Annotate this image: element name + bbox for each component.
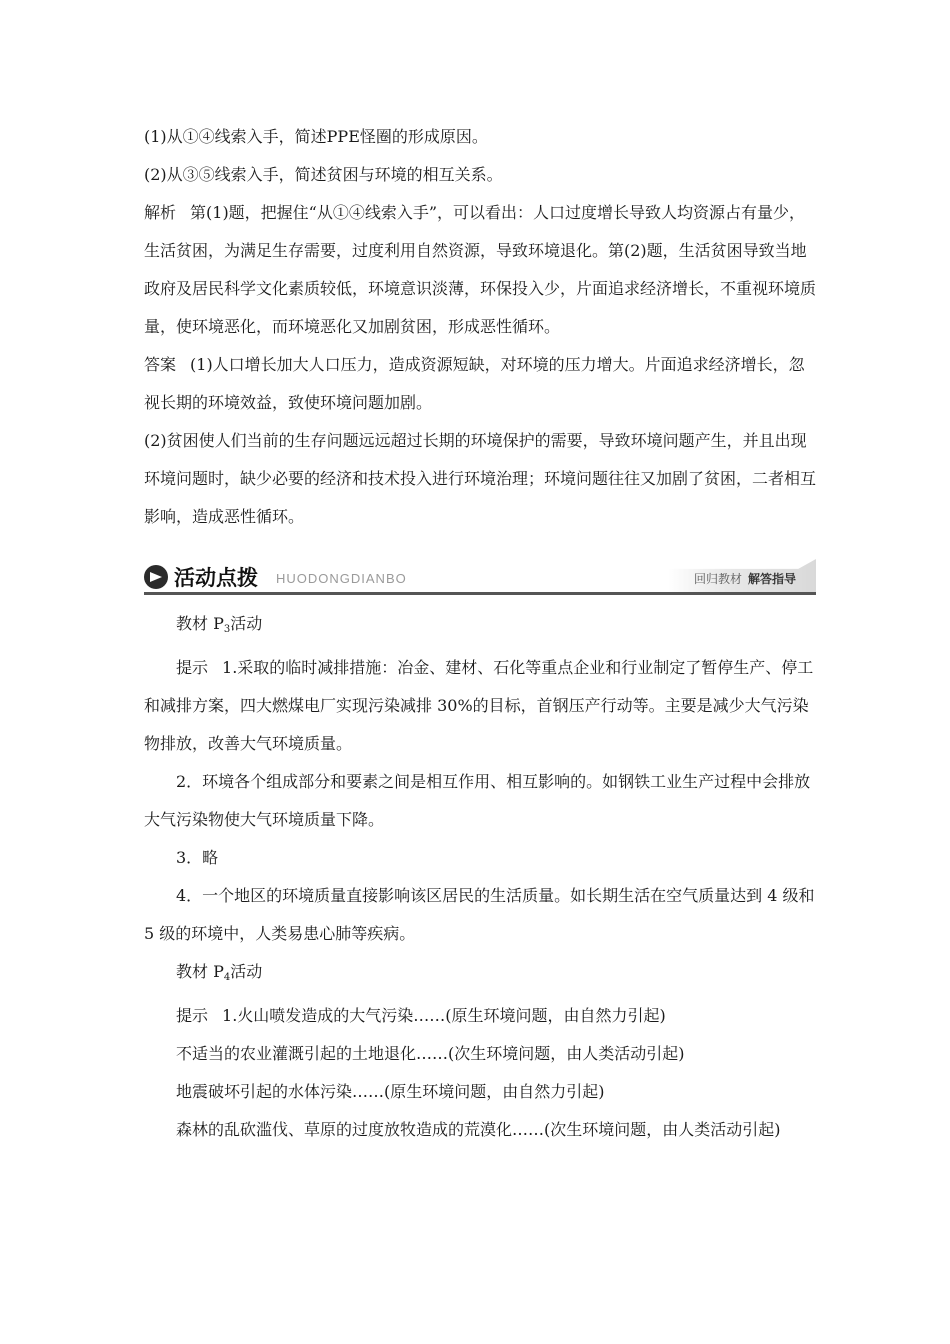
analysis-label: 解析 [144, 203, 177, 222]
banner-right-a: 回归教材 [693, 572, 742, 586]
banner-title: 活动点拨 [174, 566, 258, 590]
banner-right-b: 解答指导 [747, 572, 796, 586]
p3-item-1 [144, 649, 816, 763]
answer-paragraph-1 [144, 346, 816, 422]
document-page [144, 118, 816, 1149]
p4-line-1-text: 1.火山喷发造成的大气污染……(原生环境问题，由自然力引起) [222, 1006, 666, 1025]
p3-item-1-text: 1.采取的临时减排措施：冶金、建材、石化等重点企业和行业制定了暂停生产、停工和减排方案，四大燃煤电厂实现污染减排 30%的目标，首钢压产行动等。主要是减少大气污染物排放，改善大气环境质量。 [144, 658, 814, 753]
p4-line-2: 不适当的农业灌溉引起的土地退化……(次生环境问题，由人类活动引起) [176, 1044, 685, 1063]
p3-section [144, 605, 816, 953]
p4-line-4: 森林的乱砍滥伐、草原的过度放牧造成的荒漠化……(次生环境问题，由人类活动引起) [176, 1120, 781, 1139]
analysis-text: 第(1)题，把握住“从①④线索入手”，可以看出：人口过度增长导致人均资源占有量少，生活贫困，为满足生存需要，过度利用自然资源，导致环境退化。第(2)题，生活贫困导致当地政府及居民科学文化素质较低，环境意识淡薄，环保投入少，片面追求经济增长，不重视环境质量，使环境恶化，而环境恶化又加剧贫困，形成恶性循环。 [144, 203, 817, 336]
p4-heading [144, 953, 816, 997]
p3-heading [144, 605, 816, 649]
section-banner [144, 559, 816, 597]
p4-heading-sub: 4 [223, 972, 231, 983]
p3-heading-suffix: 活动 [230, 614, 263, 633]
question-1: (1)从①④线索入手，简述PPE怪圈的形成原因。 [144, 127, 488, 146]
arrow-right-icon [144, 565, 168, 589]
p4-tip-label: 提示 [176, 1006, 209, 1025]
banner-pinyin: HUODONGDIANBO [276, 571, 407, 586]
question-2: (2)从③⑤线索入手，简述贫困与环境的相互关系。 [144, 165, 503, 184]
p3-item-4: 4．一个地区的环境质量直接影响该区居民的生活质量。如长期生活在空气质量达到 4 级和 5 级的环境中，人类易患心肺等疾病。 [144, 886, 815, 943]
answer-paragraph-2: (2)贫困使人们当前的生存问题远远超过长期的环境保护的需要，导致环境问题产生，并且出现环境问题时，缺少必要的经济和技术投入进行环境治理；环境问题往往又加剧了贫困，二者相互影响，造成恶性循环。 [144, 431, 817, 526]
p3-heading-prefix: 教材 P [176, 614, 224, 633]
analysis-paragraph [144, 194, 816, 346]
p3-item-3: 3．略 [176, 848, 219, 867]
p3-tip-label: 提示 [176, 658, 209, 677]
p3-item-2: 2．环境各个组成部分和要素之间是相互作用、相互影响的。如钢铁工业生产过程中会排放大气污染物使大气环境质量下降。 [144, 772, 811, 829]
p4-heading-prefix: 教材 P [176, 962, 224, 981]
p3-heading-sub: 3 [223, 624, 231, 635]
answer-label: 答案 [144, 355, 177, 374]
p4-line-1 [144, 997, 816, 1035]
p4-line-3: 地震破坏引起的水体污染……(原生环境问题，由自然力引起) [176, 1082, 605, 1101]
answer-text-1: (1)人口增长加大人口压力，造成资源短缺，对环境的压力增大。片面追求经济增长，忽视长期的环境效益，致使环境问题加剧。 [144, 355, 805, 412]
banner-right-text [694, 570, 796, 587]
p4-heading-suffix: 活动 [230, 962, 263, 981]
p4-section [144, 953, 816, 1149]
banner-rule [144, 592, 816, 595]
